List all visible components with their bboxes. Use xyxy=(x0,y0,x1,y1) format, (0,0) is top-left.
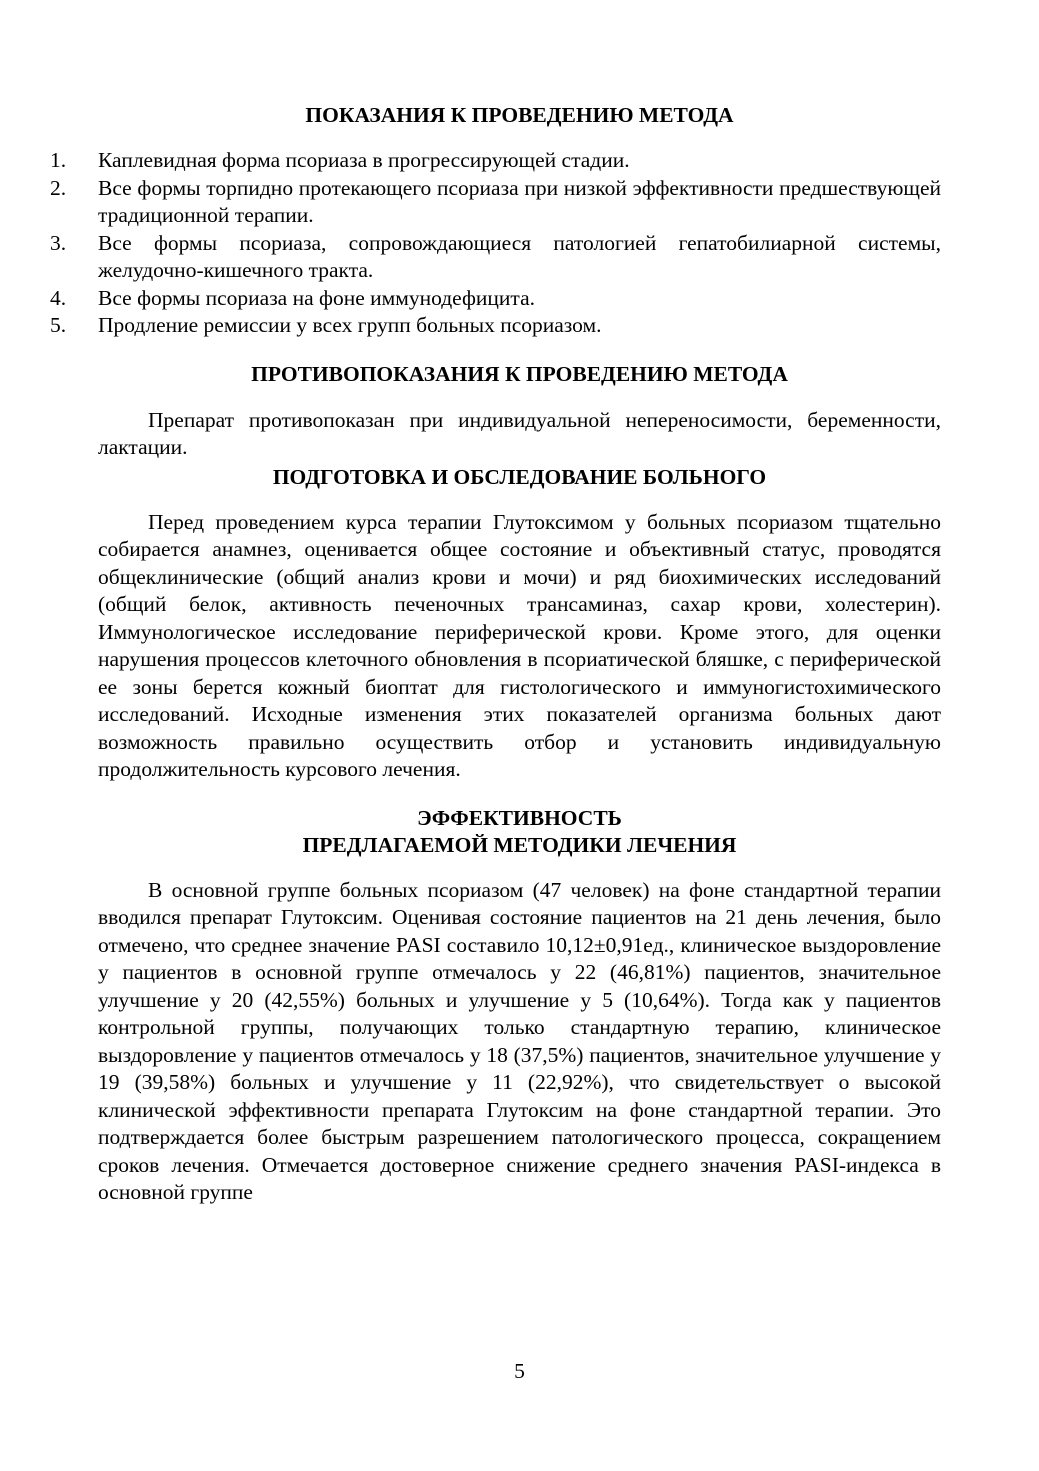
list-item-text: Все формы псориаза, сопровождающиеся патологией гепатобилиарной системы, желудочно-кишечного тракта. xyxy=(98,230,941,282)
list-item xyxy=(50,147,941,175)
list-item-number: 2. xyxy=(50,175,67,200)
list-item-text: Продление ремиссии у всех групп больных псориазом. xyxy=(98,313,602,337)
list-item xyxy=(50,312,941,340)
list-item-number: 1. xyxy=(50,148,67,172)
list-item xyxy=(50,175,941,230)
list-item-text: Все формы псориаза на фоне иммунодефицита. xyxy=(98,285,536,310)
list-item xyxy=(50,285,941,313)
preparation-paragraph: Перед проведением курса терапии Глутоксимом у больных псориазом тщательно собирается анамнез, оценивается общее состояние и объективный статус, проводятся общеклинические (общий анализ крови и мочи) и ряд биохимических исследований (общий белок, активность печеночных трансаминаз, сахар крови, холестерин). Иммунологическое исследование периферической крови. Кроме этого, для оценки нарушения процессов клеточного обновления в псориатической бляшке, с периферической ее зоны берется кожный биоптат для гистологического и иммуногистохимического исследований. Исходные изменения этих показателей организма больных дают возможность правильно осуществить отбор и установить индивидуальную продолжительность курсового лечения. xyxy=(98,509,941,781)
contraindications-paragraph: Препарат противопоказан при индивидуальной непереносимости, беременности, лактации. xyxy=(98,407,941,459)
indications-heading: ПОКАЗАНИЯ К ПРОВЕДЕНИЮ МЕТОДА xyxy=(305,103,734,127)
efficacy-heading-line1: ЭФФЕКТИВНОСТЬ xyxy=(417,805,622,830)
list-item-number: 5. xyxy=(50,313,67,337)
document-page xyxy=(50,96,941,1207)
preparation-heading: ПОДГОТОВКА И ОБСЛЕДОВАНИЕ БОЛЬНОГО xyxy=(272,464,767,489)
contraindications-heading: ПРОТИВОПОКАЗАНИЯ К ПРОВЕДЕНИЮ МЕТОДА xyxy=(251,361,788,386)
page-number: 5 xyxy=(514,1359,525,1383)
list-item-number: 4. xyxy=(50,285,67,310)
efficacy-paragraph: В основной группе больных псориазом (47 человек) на фоне стандартной терапии вводился препарат Глутоксим. Оценивая состояние пациентов на 21 день лечения, было отмечено, что среднее значение PASI составило 10,12±0,91ед., клиническое выздоровление у пациентов в основной группе отмечалось у 22 (46,81%) пациентов, значительное улучшение у 20 (42,55%) больных и улучшение у 5 (10,64%). Тогда как у пациентов контрольной группы, получающих только стандартную терапию, клиническое выздоровление у пациентов отмечалось у 18 (37,5%) пациентов, значительное улучшение у 19 (39,58%) больных и улучшение у 11 (22,92%), что свидетельствует о высокой клинической эффективности препарата Глутоксим на фоне стандартной терапии. Это подтверждается более быстрым разрешением патологического процесса, сокращением сроков лечения. Отмечается достоверное снижение среднего значения PASI-индекса в основной группе xyxy=(98,877,941,1204)
list-item-number: 3. xyxy=(50,230,67,255)
list-item-text: Каплевидная форма псориаза в прогрессирующей стадии. xyxy=(98,148,630,172)
indications-list xyxy=(50,147,941,340)
list-item xyxy=(50,230,941,285)
efficacy-heading-line2: ПРЕДЛАГАЕМОЙ МЕТОДИКИ ЛЕЧЕНИЯ xyxy=(302,832,737,857)
list-item-text: Все формы торпидно протекающего псориаза при низкой эффективности предшествующей традиционной терапии. xyxy=(98,175,941,227)
